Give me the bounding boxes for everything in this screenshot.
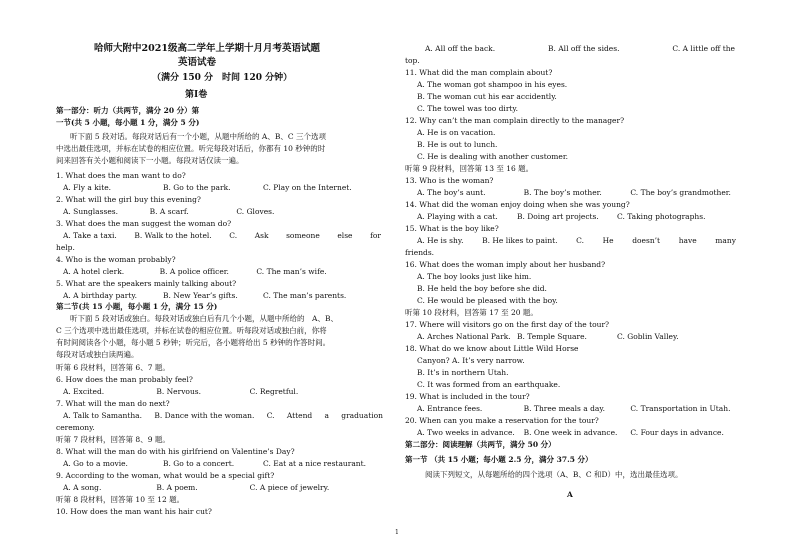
option-text: C. A piece of jewelry.	[249, 483, 330, 492]
right-line: top.	[405, 56, 420, 65]
option-text: A. A song.	[63, 483, 102, 492]
left-line: 英语试卷	[178, 57, 217, 68]
left-line: 每段对话或独白读两遍。	[56, 350, 139, 359]
right-line: B. The woman cut his ear accidently.	[417, 92, 557, 101]
word-text: B. He likes to paint.	[482, 236, 558, 245]
right-line: 19. What is included in the tour?	[405, 392, 530, 401]
left-line: 听下面 5 段对话或独白。每段对话或独白后有几个小题，从题中所给的 A、B、	[70, 314, 338, 323]
option-text: C. Taking photographs.	[617, 212, 706, 221]
option-text: C. Play on the Internet.	[263, 183, 352, 192]
word-text: have	[678, 236, 697, 245]
left-line: 有时间阅读各个小题，每小题 5 秒钟；听完后，各小题将给出 5 秒钟的作答时间。	[56, 338, 331, 347]
left-line: 7. What will the man do next?	[56, 399, 170, 408]
option-text: A. A birthday party.	[63, 291, 138, 300]
option-text: B. Go to the park.	[163, 183, 231, 192]
right-line: 16. What does the woman imply about her husband?	[405, 260, 606, 269]
left-line: ceremony.	[56, 423, 95, 432]
left-line: C 三个选项中选出最佳选项，并标在试卷的相应位置。听每段对话或独白前，你将	[56, 326, 327, 335]
right-line: B. He held the boy before she did.	[417, 284, 547, 293]
right-line: 15. What is the boy like?	[405, 224, 499, 233]
option-text: B. Temple Square.	[517, 332, 587, 341]
left-line: 第一部分：听力（共两节，满分 20 分）第	[56, 106, 200, 115]
option-text: A. Excited.	[63, 387, 105, 396]
right-line: A. The boy looks just like him.	[417, 272, 532, 281]
option-text: C. Transportation in Utah.	[630, 404, 731, 413]
right-line: C. The towel was too dirty.	[417, 104, 519, 113]
right-line: C. It was formed from an earthquake.	[417, 380, 561, 389]
word-text: C.	[576, 236, 585, 245]
word-text: B. Dance with the woman.	[154, 411, 255, 420]
word-text: C.	[229, 231, 238, 240]
left-line: 听第 8 段材料，回答第 10 至 12 题。	[56, 495, 185, 504]
left-line: 听下面 5 段对话。每段对话后有一个小题，从题中所给的 A、B、C 三个选项	[70, 132, 326, 141]
word-text: He	[602, 236, 614, 245]
left-line: 6. How does the man probably feel?	[56, 375, 193, 384]
right-line: B. He is out to lunch.	[417, 140, 498, 149]
option-text: B. A police officer.	[159, 267, 229, 276]
left-line: 哈师大附中2021级高二学年上学期十月月考英语试题	[94, 43, 320, 54]
word-text: C. A little off the	[672, 44, 735, 53]
word-text: someone	[286, 231, 320, 240]
word-text: B. Walk to the hotel.	[134, 231, 212, 240]
option-text: B. A poem.	[156, 483, 198, 492]
left-line: 中选出最佳选项，并标在试卷的相应位置。听完每段对话后，你都有 10 秒钟的时	[56, 144, 326, 153]
right-line: 20. When can you make a reservation for the tour?	[405, 416, 599, 425]
word-text: Attend	[286, 411, 313, 420]
option-text: A. Go to a movie.	[63, 459, 128, 468]
right-line: B. It’s in northern Utah.	[417, 368, 509, 377]
word-text: C.	[266, 411, 275, 420]
option-text: A. The boy’s aunt.	[417, 188, 486, 197]
word-text: a	[324, 411, 329, 420]
option-text: A. Entrance fees.	[417, 404, 483, 413]
option-text: B. Doing art projects.	[517, 212, 599, 221]
right-line: Canyon? A. It’s very narrow.	[417, 356, 525, 365]
option-text: A. A hotel clerk.	[63, 267, 125, 276]
word-text: A. He is shy.	[417, 236, 464, 245]
word-text: for	[370, 231, 381, 240]
option-text: C. Eat at a nice restaurant.	[263, 459, 367, 468]
left-line: 2. What will the girl buy this evening?	[56, 195, 201, 204]
option-text: A. Playing with a cat.	[417, 212, 498, 221]
right-line	[425, 44, 735, 54]
left-line: 1. What does the man want to do?	[56, 171, 186, 180]
option-text: B. A scarf.	[149, 207, 189, 216]
right-line: 听第 10 段材料，回答第 17 至 20 题。	[405, 308, 538, 317]
left-line: 4. Who is the woman probably?	[56, 255, 176, 264]
word-text: graduation	[341, 411, 383, 420]
option-text: C. Regretful.	[249, 387, 299, 396]
right-line: 12. Why can’t the man complain directly to the manager?	[405, 116, 625, 125]
option-text: C. The boy’s grandmother.	[630, 188, 731, 197]
option-text: A. Fly a kite.	[63, 183, 112, 192]
left-line: help.	[56, 243, 75, 252]
option-text: C. The man’s parents.	[263, 291, 347, 300]
right-line: C. He is dealing with another customer.	[417, 152, 568, 161]
option-text: B. New Year’s gifts.	[163, 291, 238, 300]
left-line: （满分 150 分 时间 120 分钟）	[152, 73, 293, 83]
word-text: A. Take a taxi.	[63, 231, 117, 240]
page-number: 1	[395, 529, 399, 536]
word-text: doesn’t	[632, 236, 661, 245]
right-line: A	[567, 490, 573, 499]
option-text: B. Go to a concert.	[163, 459, 235, 468]
word-text: B. All off the sides.	[547, 44, 620, 53]
word-text: A. Talk to Samantha.	[63, 411, 143, 420]
option-text: B. Three meals a day.	[523, 404, 606, 413]
left-line: 听第 7 段材料，回答第 8、9 题。	[56, 435, 170, 444]
left-line: 5. What are the speakers mainly talking about?	[56, 279, 237, 288]
option-text: C. Gloves.	[236, 207, 275, 216]
option-text: C. Four days in advance.	[630, 428, 724, 437]
left-line: 9. According to the woman, what would be a special gift?	[56, 471, 275, 480]
option-text: A. Sunglasses.	[63, 207, 119, 216]
right-line: A. He is on vacation.	[417, 128, 496, 137]
left-line: 一节(共 5 小题，每小题 1 分，满分 5 分)	[56, 118, 200, 127]
left-line: 3. What does the man suggest the woman do?	[56, 219, 232, 228]
left-line: 8. What will the man do with his girlfriend on Valentine’s Day?	[56, 447, 295, 456]
left-line	[63, 231, 381, 241]
word-text: many	[715, 236, 736, 245]
option-text: C. Goblin Valley.	[617, 332, 679, 341]
left-line: 第二节(共 15 小题，每小题 1 分，满分 15 分)	[56, 302, 218, 311]
word-text: else	[337, 231, 353, 240]
right-line	[417, 236, 736, 246]
word-text: Ask	[254, 231, 269, 240]
right-line: 阅读下列短文，从每题所给的四个选项（A、B、C 和D）中，选出最佳选项。	[425, 470, 683, 479]
left-line: 间来回答有关小题和阅读下一小题。每段对话仅读一遍。	[56, 156, 244, 165]
right-line: C. He would be pleased with the boy.	[417, 296, 558, 305]
option-text: B. The boy’s mother.	[523, 188, 602, 197]
option-text: C. The man’s wife.	[256, 267, 327, 276]
left-line: 第Ⅰ卷	[185, 90, 208, 100]
right-line: 14. What did the woman enjoy doing when she was young?	[405, 200, 630, 209]
right-line: 听第 9 段材料，回答第 13 至 16 题。	[405, 164, 534, 173]
right-line: friends.	[405, 248, 435, 257]
right-line: 第二部分：阅读理解（共两节，满分 50 分）	[405, 440, 556, 449]
left-line	[63, 411, 383, 421]
option-text: B. One week in advance.	[523, 428, 618, 437]
right-line: 第一节 （共 15 小题；每小题 2.5 分，满分 37.5 分）	[405, 455, 593, 464]
left-line: 10. How does the man want his hair cut?	[56, 507, 212, 516]
left-line: 听第 6 段材料，回答第 6、7 题。	[56, 363, 170, 372]
right-line: 13. Who is the woman?	[405, 176, 494, 185]
option-text: A. Arches National Park.	[417, 332, 511, 341]
right-line: 18. What do we know about Little Wild Horse	[405, 344, 579, 353]
option-text: B. Nervous.	[156, 387, 202, 396]
right-line: 11. What did the man complain about?	[405, 68, 553, 77]
option-text: A. Two weeks in advance.	[417, 428, 515, 437]
right-line: A. The woman got shampoo in his eyes.	[417, 80, 568, 89]
word-text: A. All off the back.	[425, 44, 496, 53]
right-line: 17. Where will visitors go on the first day of the tour?	[405, 320, 610, 329]
